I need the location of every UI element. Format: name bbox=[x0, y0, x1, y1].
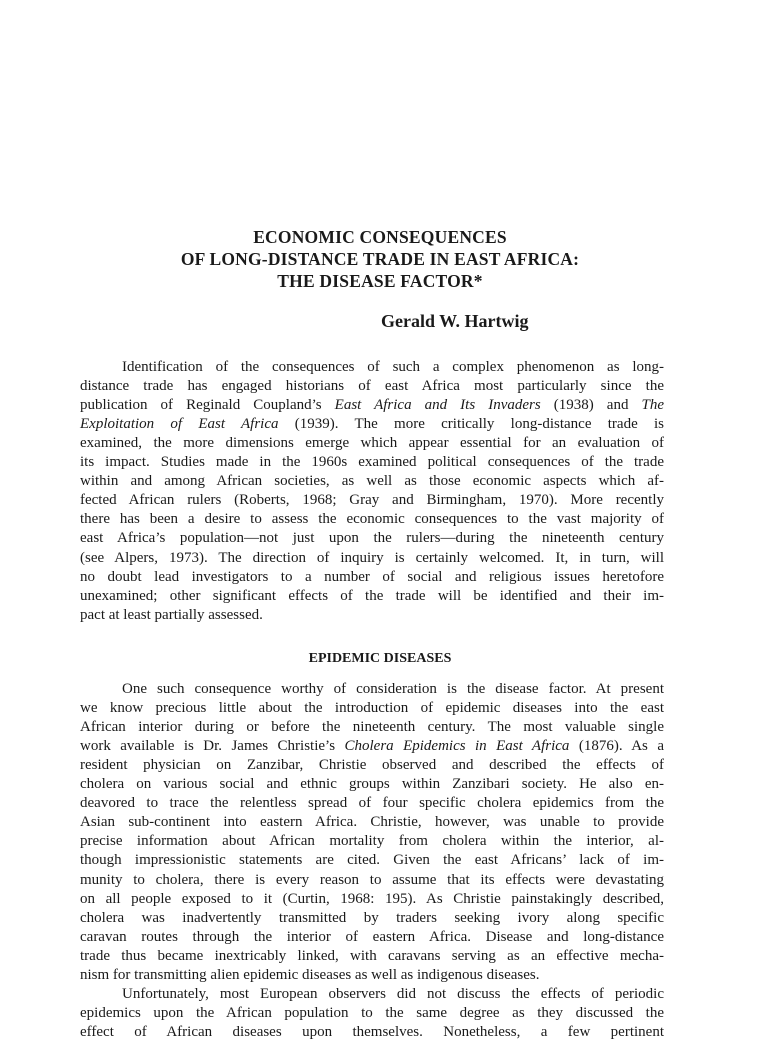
text-line: Identification of the consequences of such a complex phenomenon as long- bbox=[122, 359, 664, 375]
italic-title: The bbox=[641, 397, 664, 414]
text-line: trade thus became inextricably linked, with caravans serving as an effective mecha- bbox=[80, 947, 664, 964]
text-line: fected African rulers (Roberts, 1968; Gray and Birmingham, 1970). More recently bbox=[80, 492, 664, 509]
text-line: precise information about African mortality from cholera within the interior, al- bbox=[80, 833, 664, 850]
text-line: deavored to trace the relentless spread of four specific cholera epidemics from the bbox=[80, 795, 664, 812]
text-line: within and among African societies, as well as those economic aspects which af- bbox=[80, 473, 664, 490]
text-line: there has been a desire to assess the economic consequences to the vast majority of bbox=[80, 511, 664, 528]
text-line: nism for transmitting alien epidemic diseases as well as indigenous diseases. bbox=[80, 966, 540, 983]
text-line: distance trade has engaged historians of east Africa most particularly since the bbox=[80, 378, 664, 395]
text-line: pact at least partially assessed. bbox=[80, 606, 263, 623]
text-line: (see Alpers, 1973). The direction of inquiry is certainly welcomed. It, in turn, will bbox=[80, 549, 664, 566]
author-name: Gerald W. Hartwig bbox=[381, 311, 529, 331]
text-line: munity to cholera, there is every reason to assume that its effects were devastating bbox=[80, 871, 664, 888]
text-line: no doubt lead investigators to a number of social and religious issues heretofore bbox=[80, 568, 664, 585]
text-line: we know precious little about the introduction of epidemic diseases into the east bbox=[80, 700, 664, 717]
text-line: east Africa’s population—not just upon the rulers—during the nineteenth century bbox=[80, 530, 664, 547]
text-line: resident physician on Zanzibar, Christie observed and described the effects of bbox=[80, 757, 664, 774]
text-line: cholera on various social and ethnic groups within Zanzibari society. He also en- bbox=[80, 776, 664, 793]
text-line: epidemics upon the African population to the same degree as they discussed the bbox=[80, 1005, 664, 1022]
text-line: Asian sub-continent into eastern Africa. Christie, however, was unable to provide bbox=[80, 814, 664, 831]
title-line: ECONOMIC CONSEQUENCES bbox=[253, 227, 507, 247]
text-line: effect of African diseases upon themselves. Nonetheless, a few pertinent bbox=[80, 1024, 664, 1041]
title-line: THE DISEASE FACTOR* bbox=[277, 271, 483, 291]
title-line: OF LONG-DISTANCE TRADE IN EAST AFRICA: bbox=[180, 249, 580, 269]
text-line: work available is Dr. James Christie’s Cholera Epidemics in East Africa (1876). As a bbox=[80, 738, 664, 755]
text-line: cholera was inadvertently transmitted by traders seeking ivory along specific bbox=[80, 909, 664, 926]
text-line: African interior during or before the nineteenth century. The most valuable single bbox=[80, 719, 664, 736]
text-line: on all people exposed to it (Curtin, 1968: 195). As Christie painstakingly described, bbox=[80, 890, 664, 907]
italic-title: East Africa and Its Invaders bbox=[334, 397, 541, 414]
text-line: its impact. Studies made in the 1960s examined political consequences of the trade bbox=[80, 454, 664, 471]
text-line: One such consequence worthy of consideration is the disease factor. At present bbox=[122, 681, 664, 697]
italic-title: Exploitation of East Africa bbox=[80, 416, 279, 433]
text-line: caravan routes through the interior of eastern Africa. Disease and long-distance bbox=[80, 928, 664, 945]
text-line: examined, the more dimensions emerge which appear essential for an evaluation of bbox=[80, 435, 664, 452]
italic-title: Cholera Epidemics in East Africa bbox=[344, 738, 570, 755]
text-line: Unfortunately, most European observers did not discuss the effects of periodic bbox=[122, 986, 664, 1002]
section-heading: EPIDEMIC DISEASES bbox=[308, 651, 452, 666]
text-line: Exploitation of East Africa (1939). The more critically long-distance trade is bbox=[80, 416, 664, 433]
text-line: though impressionistic statements are cited. Given the east Africans’ lack of im- bbox=[80, 852, 664, 869]
text-line: publication of Reginald Coupland’s East Africa and Its Invaders (1938) and The bbox=[80, 397, 664, 414]
text-line: unexamined; other significant effects of the trade will be identified and their im- bbox=[80, 587, 664, 604]
